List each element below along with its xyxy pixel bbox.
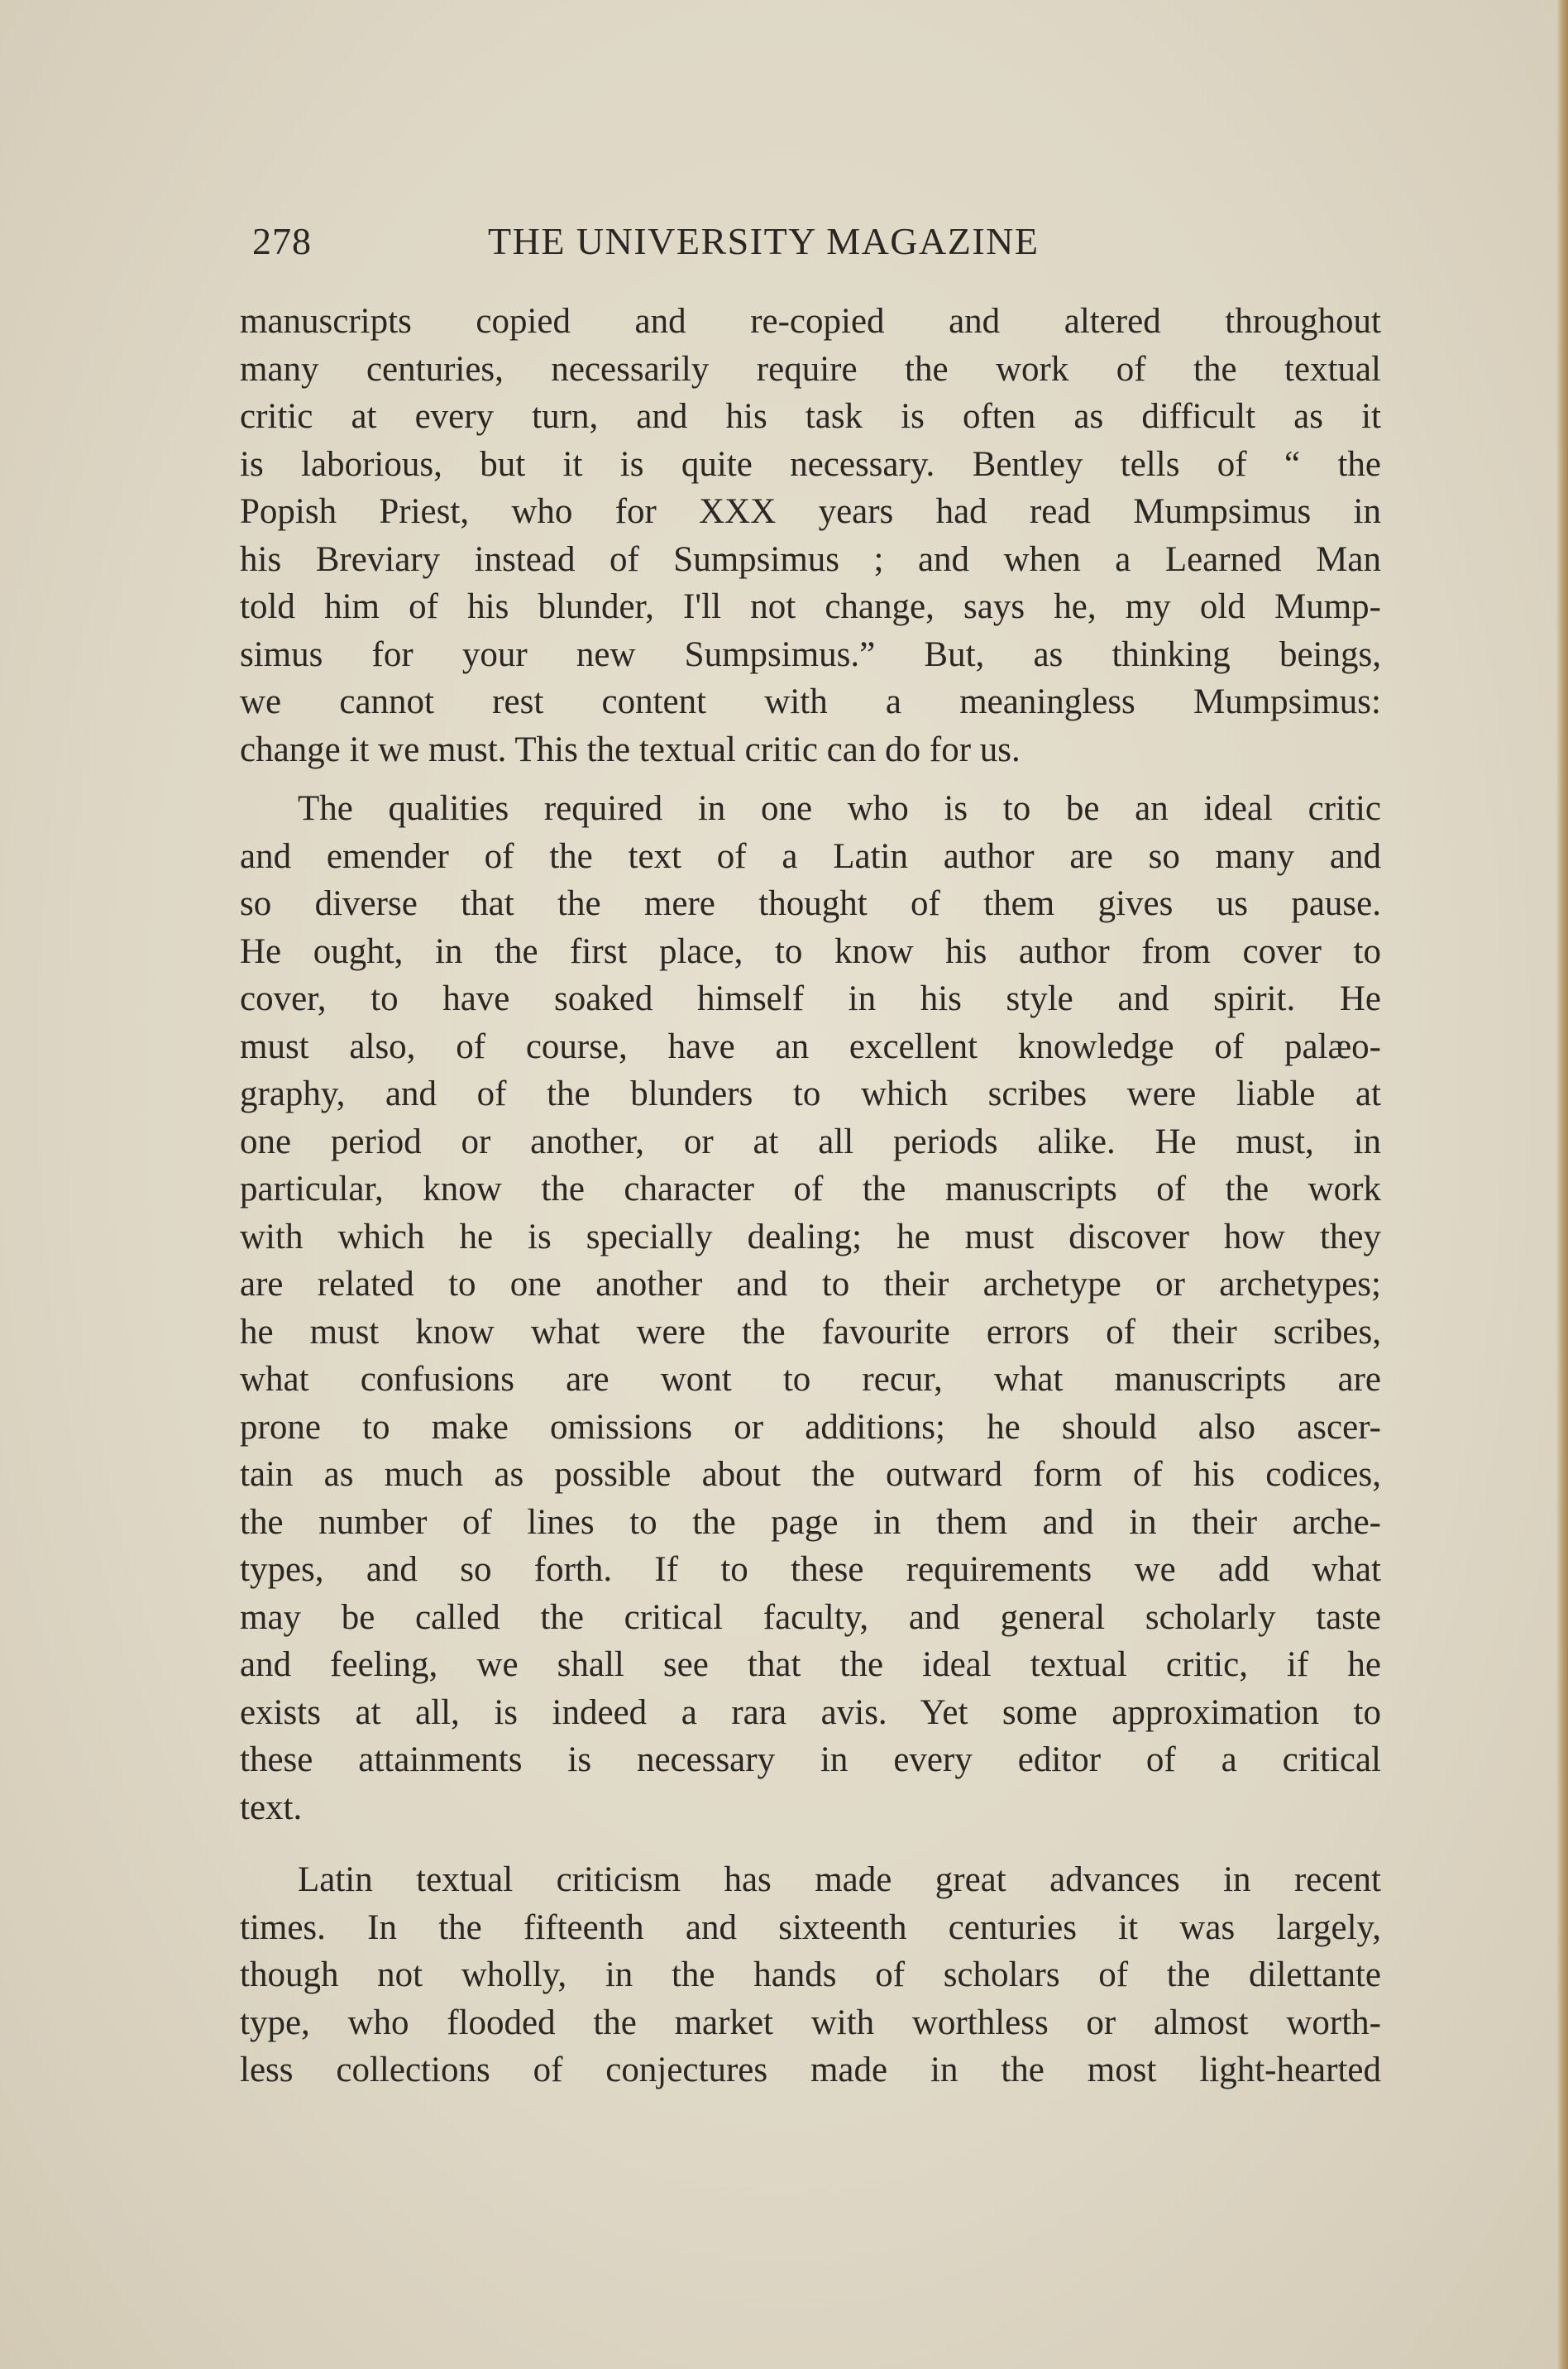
text-line: we cannot rest content with a meaningless Mumpsimus: <box>240 682 1381 721</box>
text-line: told him of his blunder, I'll not change, says he, my old Mump- <box>240 587 1381 626</box>
text-line: text. <box>240 1788 303 1827</box>
text-line: these attainments is necessary in every editor of a critical <box>240 1740 1381 1779</box>
text-line: The qualities required in one who is to be an ideal critic <box>298 789 1381 828</box>
text-line: Latin textual criticism has made great advances in recent <box>298 1860 1381 1899</box>
text-line: may be called the critical faculty, and general scholarly taste <box>240 1597 1381 1637</box>
text-line: prone to make omissions or additions; he should also ascer- <box>240 1407 1381 1447</box>
text-line: with which he is specially dealing; he must discover how they <box>240 1217 1381 1256</box>
text-line: and emender of the text of a Latin author are so many and <box>240 836 1381 876</box>
text-line: though not wholly, in the hands of scholars of the dilettante <box>240 1955 1381 1994</box>
paragraph-3 <box>240 1856 1381 2094</box>
page-edge <box>1556 0 1568 2369</box>
text-line: is laborious, but it is quite necessary. Bentley tells of “ the <box>240 444 1381 484</box>
text-line: tain as much as possible about the outward form of his codices, <box>240 1455 1381 1494</box>
text-line: critic at every turn, and his task is often as difficult as it <box>240 397 1381 436</box>
text-line: manuscripts copied and re-copied and altered throughout <box>240 302 1381 341</box>
paragraph-1 <box>240 298 1381 773</box>
text-line: his Breviary instead of Sumpsimus ; and when a Learned Man <box>240 539 1381 579</box>
text-line: simus for your new Sumpsimus.” But, as thinking beings, <box>240 634 1381 674</box>
text-line: graphy, and of the blunders to which scribes were liable at <box>240 1074 1381 1113</box>
text-line: exists at all, is indeed a rara avis. Yet some approximation to <box>240 1692 1381 1732</box>
page-header <box>252 219 1385 277</box>
text-line: many centuries, necessarily require the work of the textual <box>240 349 1381 389</box>
text-line: one period or another, or at all periods alike. He must, in <box>240 1122 1381 1161</box>
text-line: types, and so forth. If to these requirements we add what <box>240 1550 1381 1589</box>
text-line: the number of lines to the page in them and in their arche- <box>240 1502 1381 1542</box>
text-line: cover, to have soaked himself in his style and spirit. He <box>240 979 1381 1018</box>
text-line: He ought, in the first place, to know his author from cover to <box>240 931 1381 971</box>
text-line: must also, of course, have an excellent knowledge of palæo- <box>240 1027 1381 1066</box>
text-line: particular, know the character of the manuscripts of the work <box>240 1170 1381 1208</box>
running-title: THE UNIVERSITY MAGAZINE <box>488 220 1040 262</box>
body-text <box>240 298 1381 2094</box>
text-line: so diverse that the mere thought of them gives us pause. <box>240 884 1381 923</box>
page-number: 278 <box>252 220 312 262</box>
paragraph-2 <box>240 785 1381 1831</box>
text-line: what confusions are wont to recur, what manuscripts are <box>240 1360 1381 1399</box>
text-line: times. In the fifteenth and sixteenth centuries it was largely, <box>240 1907 1381 1947</box>
text-line: Popish Priest, who for XXX years had read Mumpsimus in <box>240 492 1381 531</box>
text-line: type, who flooded the market with worthless or almost worth- <box>240 2003 1381 2042</box>
text-line: are related to one another and to their archetype or archetypes; <box>240 1265 1381 1304</box>
text-line: change it we must. This the textual critic can do for us. <box>240 730 1021 769</box>
text-line: and feeling, we shall see that the ideal textual critic, if he <box>240 1645 1381 1684</box>
text-line: less collections of conjectures made in the most light-hearted <box>240 2051 1381 2089</box>
text-line: he must know what were the favourite errors of their scribes, <box>240 1312 1381 1352</box>
